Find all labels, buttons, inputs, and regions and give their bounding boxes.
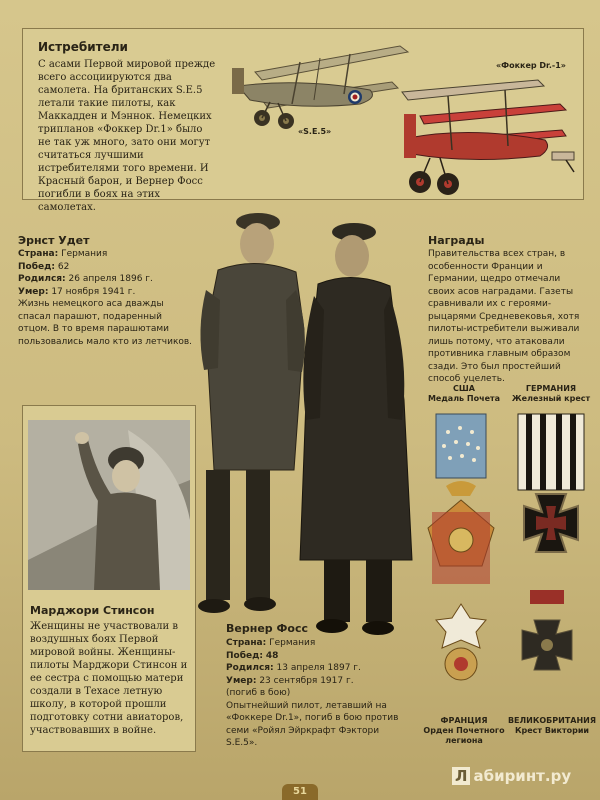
labirint-logo-text: абиринт.ру	[473, 767, 572, 785]
uk-medal-name: Крест Виктории	[514, 726, 590, 735]
udet-died-label: Умер:	[18, 286, 49, 297]
france-medal-name: Орден Почетного легиона	[423, 726, 505, 745]
uk-country: ВЕЛИКОБРИТАНИЯ	[507, 716, 597, 725]
voss-country-label: Страна:	[226, 638, 267, 648]
udet-country-label: Страна:	[18, 249, 59, 259]
udet-note: Жизнь немецкого аса дважды спасал парашют, подаренный отцом. В то время парашютами пользовались мало кто из летчиков.	[18, 299, 193, 347]
voss-died-note: (погиб в бою)	[226, 688, 291, 698]
voss-name: Вернер Фосс	[226, 622, 308, 635]
usa-medal-caption	[420, 384, 508, 404]
fighters-text: С асами Первой мировой прежде всего ассоциируются два самолета. На британских S.E.5 летали такие пилоты, как Маккадден и Мэннок. Немецких трипланов «Фоккер Dr.1» было не так уж много, зато они могут считаться лучшими истребителями того времени. И Красный барон, и Вернер Фосс погибли в боях на этих самолетах.	[38, 59, 216, 213]
awards-title: Награды	[428, 234, 485, 247]
udet-name: Эрнст Удет	[18, 234, 90, 247]
awards-text: Правительства всех стран, в особенности Франции и Германии, щедро отмечали своих асов наградами. Газеты сравнивали их с героями-рыцарями Средневековья, хотя пилоты-истребители выживали лишь потому, что атаковали противника главным образом сзади. Это был простейший способ уцелеть.	[428, 249, 580, 384]
labirint-watermark	[452, 767, 571, 785]
page-number: 51	[282, 784, 318, 800]
voss-info	[226, 637, 412, 750]
udet-victories-label: Побед:	[18, 261, 55, 272]
udet-born: 26 апреля 1896 г.	[68, 274, 153, 284]
stinson-photo	[28, 420, 190, 590]
udet-info	[18, 248, 194, 348]
uk-medal-caption	[506, 716, 598, 736]
voss-born-label: Родился:	[226, 663, 274, 673]
fighters-title: Истребители	[38, 40, 128, 54]
germany-medal-name: Железный крест	[511, 394, 591, 403]
stinson-title: Марджори Стинсон	[30, 604, 155, 617]
udet-victories: 62	[57, 261, 70, 272]
france-medal-caption	[420, 716, 508, 746]
usa-medal-name: Медаль Почета	[427, 394, 501, 403]
voss-victories: 48	[265, 650, 279, 661]
voss-victories-label: Побед:	[226, 650, 263, 661]
udet-died: 17 ноября 1941 г.	[51, 286, 136, 297]
france-country: ФРАНЦИЯ	[440, 716, 488, 725]
usa-country: США	[453, 384, 475, 393]
udet-country: Германия	[61, 249, 108, 259]
udet-born-label: Родился:	[18, 274, 66, 284]
se5-label: «S.E.5»	[298, 127, 332, 136]
fokker-label: «Фоккер Dr.-1»	[496, 61, 566, 70]
voss-born: 13 апреля 1897 г.	[276, 663, 361, 673]
voss-note: Опытнейший пилот, летавший на «Фоккере Dr.1», погиб в бою против семи «Ройял Эйркрафт Фэктори S.E.5».	[226, 700, 399, 748]
voss-country: Германия	[269, 638, 316, 648]
germany-medal-caption	[506, 384, 596, 404]
stinson-text: Женщины не участвовали в воздушных боях Первой мировой войны. Женщины-пилоты Марджори Стинсон и ее сестра с помощью матери создали в Техасе летную школу, в которой прошли подготовку сотни авиаторов, участвовавших в войне.	[30, 621, 188, 736]
labirint-logo-mark: Л	[452, 767, 470, 785]
germany-country: ГЕРМАНИЯ	[525, 384, 577, 393]
voss-died-label: Умер:	[226, 675, 257, 686]
voss-died: 23 сентября 1917 г.	[259, 675, 354, 686]
